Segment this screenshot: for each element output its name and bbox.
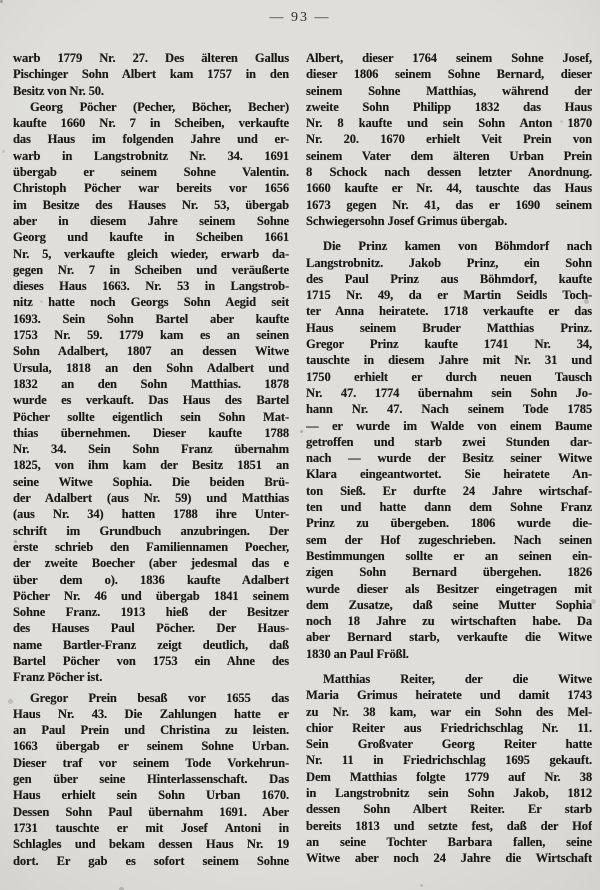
text-line: an seine Tochter Barbara fallen, seine xyxy=(306,834,592,849)
text-line: Georg Pöcher (Pecher, Böcher, Becher) xyxy=(30,99,289,114)
text-line: 1753 Nr. 59. 1779 kam es an seinen xyxy=(13,328,289,343)
text-line: kaufte 1660 Nr. 7 in Scheiben, verkaufte xyxy=(13,116,289,131)
text-line: Nr. 34. Sein Sohn Franz übernahm xyxy=(13,442,289,457)
text-column-left xyxy=(13,50,289,869)
text-line: Nr. 20. 1670 erhielt Veit Prein von xyxy=(306,132,592,147)
text-line: Nr. 11 in Friedrichschlag 1695 gekauft. xyxy=(306,753,592,768)
text-line: dessen Sohn Albert Reiter. Er starb xyxy=(306,802,592,817)
text-line: seinem Sohne Matthias, während der xyxy=(306,83,592,98)
text-line: Dieser traf vor seinem Tode Vorkehrun- xyxy=(13,755,289,770)
text-line: aber Bernard starb, verkaufte die Witwe xyxy=(306,630,592,645)
text-line: tauschte in diesem Jahre mit Nr. 31 und xyxy=(306,353,592,368)
text-line: der zweite Boecher (aber jedesmal das e xyxy=(13,556,289,571)
text-line: Ursula, 1818 an den Sohn Adalbert und xyxy=(13,360,289,375)
text-line: erste schrieb den Familiennamen Poecher, xyxy=(13,539,289,554)
text-line: des Hauses Paul Pöcher. Der Haus- xyxy=(13,621,289,636)
text-line: chior Reiter aus Friedrichschlag Nr. 11. xyxy=(306,720,592,735)
text-line: Franz Pöcher ist. xyxy=(13,670,103,685)
text-line: Witwe aber noch 24 Jahre die Wirtschaft xyxy=(306,851,592,866)
text-line: ten und hatte dann dem Sohne Franz xyxy=(306,500,592,515)
text-line: 1663 übergab er seinem Sohne Urban. xyxy=(13,739,289,754)
text-line: getroffen und starb zwei Stunden dar- xyxy=(306,434,592,449)
text-line: — er wurde im Walde von einem Baume xyxy=(306,418,592,433)
text-line: dem Zusatze, daß seine Mutter Sophia xyxy=(306,597,592,612)
text-line: Haus erhielt sein Sohn Urban 1670. xyxy=(13,788,289,803)
text-line: 1715 Nr. 49, da er Martin Seidls Toch- xyxy=(306,288,592,303)
text-line: über dem o). 1836 kaufte Adalbert xyxy=(13,572,289,587)
text-line: gen über seine Hinterlassenschaft. Das xyxy=(13,772,289,787)
text-line: warb in Langstrobnitz Nr. 34. 1691 xyxy=(13,148,289,163)
text-line: Sohn Adalbert, 1807 an dessen Witwe xyxy=(13,344,289,359)
text-line: 8 Schock nach dessen letzter Anordnung. xyxy=(306,165,592,180)
text-line: im Besitze des Hauses Nr. 53, übergab xyxy=(13,197,289,212)
text-line: Gregor Prinz kaufte 1741 Nr. 34, xyxy=(306,337,592,352)
text-line: Haus Nr. 43. Die Zahlungen hatte er xyxy=(13,706,289,721)
text-line: Dem Matthias folgte 1779 auf Nr. 38 xyxy=(306,769,592,784)
text-line: Maria Grimus heiratete und damit 1743 xyxy=(306,688,592,703)
text-line: Die Prinz kamen von Böhmdorf nach xyxy=(323,239,592,254)
text-line: Prinz zu übergeben. 1806 wurde die- xyxy=(306,516,592,531)
text-line: seine Witwe Sophia. Die beiden Brü- xyxy=(13,474,289,489)
text-line: zigen Sohn Bernard übergehen. 1826 xyxy=(306,565,592,580)
text-line: dieses Haus 1663. Nr. 53 in Langstrob- xyxy=(13,279,289,294)
text-line: (aus Nr. 34) hatten 1788 ihre Unter- xyxy=(13,507,289,522)
text-line: name Bartler-Franz zeigt deutlich, daß xyxy=(13,637,289,652)
text-line: bereits 1813 und setzte fest, daß der Hof xyxy=(306,818,592,833)
text-line: gegen Nr. 7 in Scheiben und veräußerte xyxy=(13,262,289,277)
text-line: übergab er seinem Sohne Valentin. xyxy=(13,165,289,180)
text-line: des Paul Prinz aus Böhmdorf, kaufte xyxy=(306,271,592,286)
text-line: 1750 erhielt er durch neuen Tausch xyxy=(306,369,592,384)
text-line: Nr. 5, verkaufte gleich wieder, erwarb da- xyxy=(13,246,289,261)
text-line: Pischinger Sohn Albert kam 1757 in den xyxy=(13,67,289,82)
text-line: der Adalbert (aus Nr. 59) und Matthias xyxy=(13,491,289,506)
text-line: Pöcher sollte eigentlich sein Sohn Mat- xyxy=(13,409,289,424)
text-line: ter Anna heiratete. 1718 verkaufte er das xyxy=(306,304,592,319)
text-line: nach — wurde der Besitz seiner Witwe xyxy=(306,451,592,466)
text-line: 1830 an Paul Frößl. xyxy=(306,646,409,661)
text-line: Klara eingeantwortet. Sie heiratete An- xyxy=(306,467,592,482)
text-line: Gregor Prein besaß vor 1655 das xyxy=(30,690,289,705)
text-line: hann Nr. 47. Nach seinem Tode 1785 xyxy=(306,402,592,417)
text-line: 1693. Sein Sohn Bartel aber kaufte xyxy=(13,311,289,326)
text-line: Nr. 8 kaufte und sein Sohn Anton 1870 xyxy=(306,116,592,131)
text-line: Albert, dieser 1764 seinem Sohne Josef, xyxy=(306,51,592,65)
text-line: noch 18 Jahre zu wirtschaften habe. Da xyxy=(306,614,592,629)
text-line: Sein Großvater Georg Reiter hatte xyxy=(306,737,592,752)
text-line: thias übernehmen. Dieser kaufte 1788 xyxy=(13,425,289,440)
text-line: Christoph Pöcher war bereits vor 1656 xyxy=(13,181,289,196)
text-line: Dessen Sohn Paul übernahm 1691. Aber xyxy=(13,804,289,819)
text-line: 1731 tauschte er mit Josef Antoni in xyxy=(13,820,289,835)
text-line: sem der Hof zugeschrieben. Nach seinen xyxy=(306,532,592,547)
text-line: aber in diesem Jahre seinem Sohne xyxy=(13,213,289,228)
text-line: Matthias Reiter, der die Witwe xyxy=(323,671,592,686)
text-line: Nr. 47. 1774 übernahm sein Sohn Jo- xyxy=(306,385,592,400)
text-line: 1673 gegen Nr. 41, das er 1690 seinem xyxy=(306,197,592,212)
text-line: Haus seinem Bruder Matthias Prinz. xyxy=(306,320,592,335)
text-line: Schwiegersohn Josef Grimus übergab. xyxy=(306,213,508,228)
page-number: — 93 — xyxy=(269,10,331,25)
text-line: nitz hatte noch Georgs Sohn Aegid seit xyxy=(13,295,289,310)
text-line: schrift im Grundbuch anzubringen. Der xyxy=(13,523,289,538)
text-line: 1832 an den Sohn Matthias. 1878 xyxy=(13,376,289,391)
text-line: 1660 kaufte er Nr. 44, tauschte das Haus xyxy=(306,181,592,196)
text-line: Georg und kaufte in Scheiben 1661 xyxy=(13,230,289,245)
text-line: Langstrobnitz. Jakob Prinz, ein Sohn xyxy=(306,255,592,270)
text-line: Bestimmungen sollte er an seinen ein- xyxy=(306,548,592,563)
text-line: das Haus im folgenden Jahre und er- xyxy=(13,132,289,147)
text-line: zweite Sohn Philipp 1832 das Haus xyxy=(306,99,592,114)
text-line: an Paul Prein und Christina zu leisten. xyxy=(13,723,289,738)
text-line: Schlagles und bekam dessen Haus Nr. 19 xyxy=(13,837,289,852)
text-line: warb 1779 Nr. 27. Des älteren Gallus xyxy=(13,51,289,65)
text-line: in Langstrobnitz sein Sohn Jakob, 1812 xyxy=(306,786,592,801)
text-line: Besitz von Nr. 50. xyxy=(13,83,104,98)
text-line: wurde es verkauft. Das Haus des Bartel xyxy=(13,393,289,408)
text-column-right xyxy=(306,50,592,867)
text-line: 1825, von ihm kam der Besitz 1851 an xyxy=(13,458,289,473)
text-line: ton Sieß. Er durfte 24 Jahre wirtschaf- xyxy=(306,483,592,498)
text-line: dort. Er gab es sofort seinem Sohne xyxy=(13,853,289,868)
text-line: dieser 1806 seinem Sohne Bernard, dieser xyxy=(306,67,592,82)
text-line: Pöcher Nr. 46 und übergab 1841 seinem xyxy=(13,588,289,603)
text-line: wurde dieser als Besitzer eingetragen mit xyxy=(306,581,592,596)
text-line: zu Nr. 38 kam, war ein Sohn des Mel- xyxy=(306,704,592,719)
text-line: Bartel Pöcher von 1753 ein Ahne des xyxy=(13,653,289,668)
text-line: Sohne Franz. 1913 hieß der Besitzer xyxy=(13,605,289,620)
text-line: seinem Vater dem älteren Urban Prein xyxy=(306,148,592,163)
